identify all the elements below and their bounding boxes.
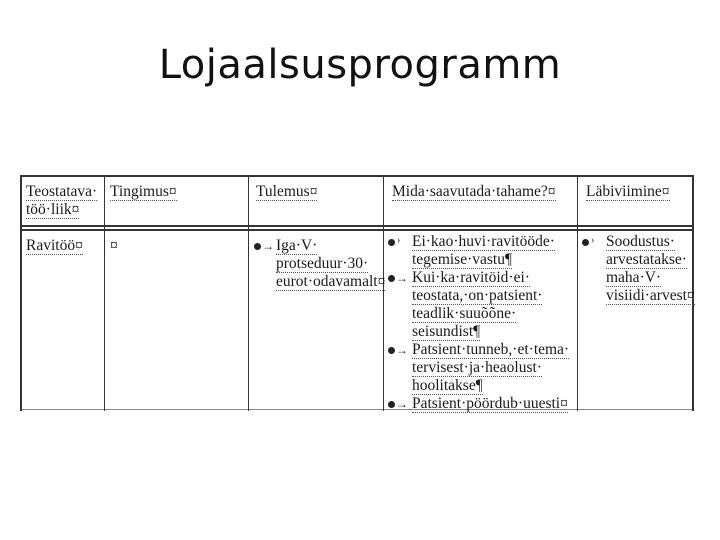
goal-1-line-1: Ei·kao·huvi·ravitööde· xyxy=(412,233,555,250)
header-implementation-text: Läbiviimine¤ xyxy=(586,183,670,200)
goal-2-line-4: seisundist¶ xyxy=(412,323,481,340)
col-divider-1 xyxy=(104,175,105,411)
goal-4-line-1: Patsient·pöördub·uuesti¤ xyxy=(412,395,568,412)
header-condition-text: Tingimus¤ xyxy=(110,183,177,200)
bullet-icon xyxy=(388,275,395,282)
implementation-line-3: maha·V· xyxy=(606,269,662,286)
header-type-line2: töö·liik¤ xyxy=(26,201,80,218)
goal-3-line-2: tervisest·ja·heaolust· xyxy=(412,359,542,376)
table-bottom-border xyxy=(20,409,694,410)
col-divider-0 xyxy=(20,175,22,411)
header-cell-condition xyxy=(110,183,177,201)
bullet-icon xyxy=(388,239,395,246)
header-cell-type xyxy=(26,183,97,219)
col-divider-4 xyxy=(577,175,578,411)
col-divider-2 xyxy=(248,175,249,411)
implementation-line-4: visiidi·arvest¤ xyxy=(606,287,695,304)
bullet-icon xyxy=(388,347,395,354)
arrow-right-icon: › xyxy=(397,235,401,246)
arrow-right-icon: → xyxy=(396,397,408,411)
data-table xyxy=(20,175,694,411)
implementation-line-1: Soodustus· xyxy=(606,233,675,250)
header-bottom-border xyxy=(20,225,694,227)
arrow-right-icon: → xyxy=(262,239,274,253)
goal-3-line-1: Patsient·tunneb,·et·tema· xyxy=(412,341,570,358)
slide-title: Lojaalsusprogramm xyxy=(158,42,562,88)
arrow-right-icon: → xyxy=(396,271,408,285)
goal-2-line-3: teadlik·suuõõne· xyxy=(412,305,517,322)
row-top-border xyxy=(20,229,694,231)
header-cell-result xyxy=(256,183,317,201)
header-result-text: Tulemus¤ xyxy=(256,183,318,200)
bullet-icon xyxy=(254,243,261,250)
header-goal-text: Mida·saavutada·tahame?¤ xyxy=(392,183,556,200)
result-line-2: protseduur·30· xyxy=(276,255,369,272)
row-condition-text: ¤ xyxy=(110,237,118,254)
header-cell-goal xyxy=(392,183,556,201)
bullet-icon xyxy=(388,401,395,408)
goal-1-line-2: tegemise·vastu¶ xyxy=(412,251,512,268)
goal-2-line-1: Kui·ka·ravitöid·ei· xyxy=(412,269,530,286)
col-divider-3 xyxy=(383,175,384,411)
result-line-3: eurot·odavamalt¤ xyxy=(276,273,386,290)
table-top-border xyxy=(20,175,694,177)
result-line-1: Iga·V· xyxy=(276,237,318,254)
bullet-icon xyxy=(582,239,589,246)
header-cell-implementation xyxy=(586,183,670,201)
arrow-right-icon: › xyxy=(591,235,595,246)
goal-2-line-2: teostata,·on·patsient· xyxy=(412,287,543,304)
implementation-line-2: arvestatakse· xyxy=(606,251,687,268)
arrow-right-icon: → xyxy=(396,343,408,357)
row-type-text: Ravitöö¤ xyxy=(26,237,83,254)
goal-3-line-3: hoolitakse¶ xyxy=(412,377,483,394)
header-type-line1: Teostatava· xyxy=(26,183,98,200)
row-type-cell xyxy=(26,237,83,255)
row-condition-cell xyxy=(110,237,118,255)
